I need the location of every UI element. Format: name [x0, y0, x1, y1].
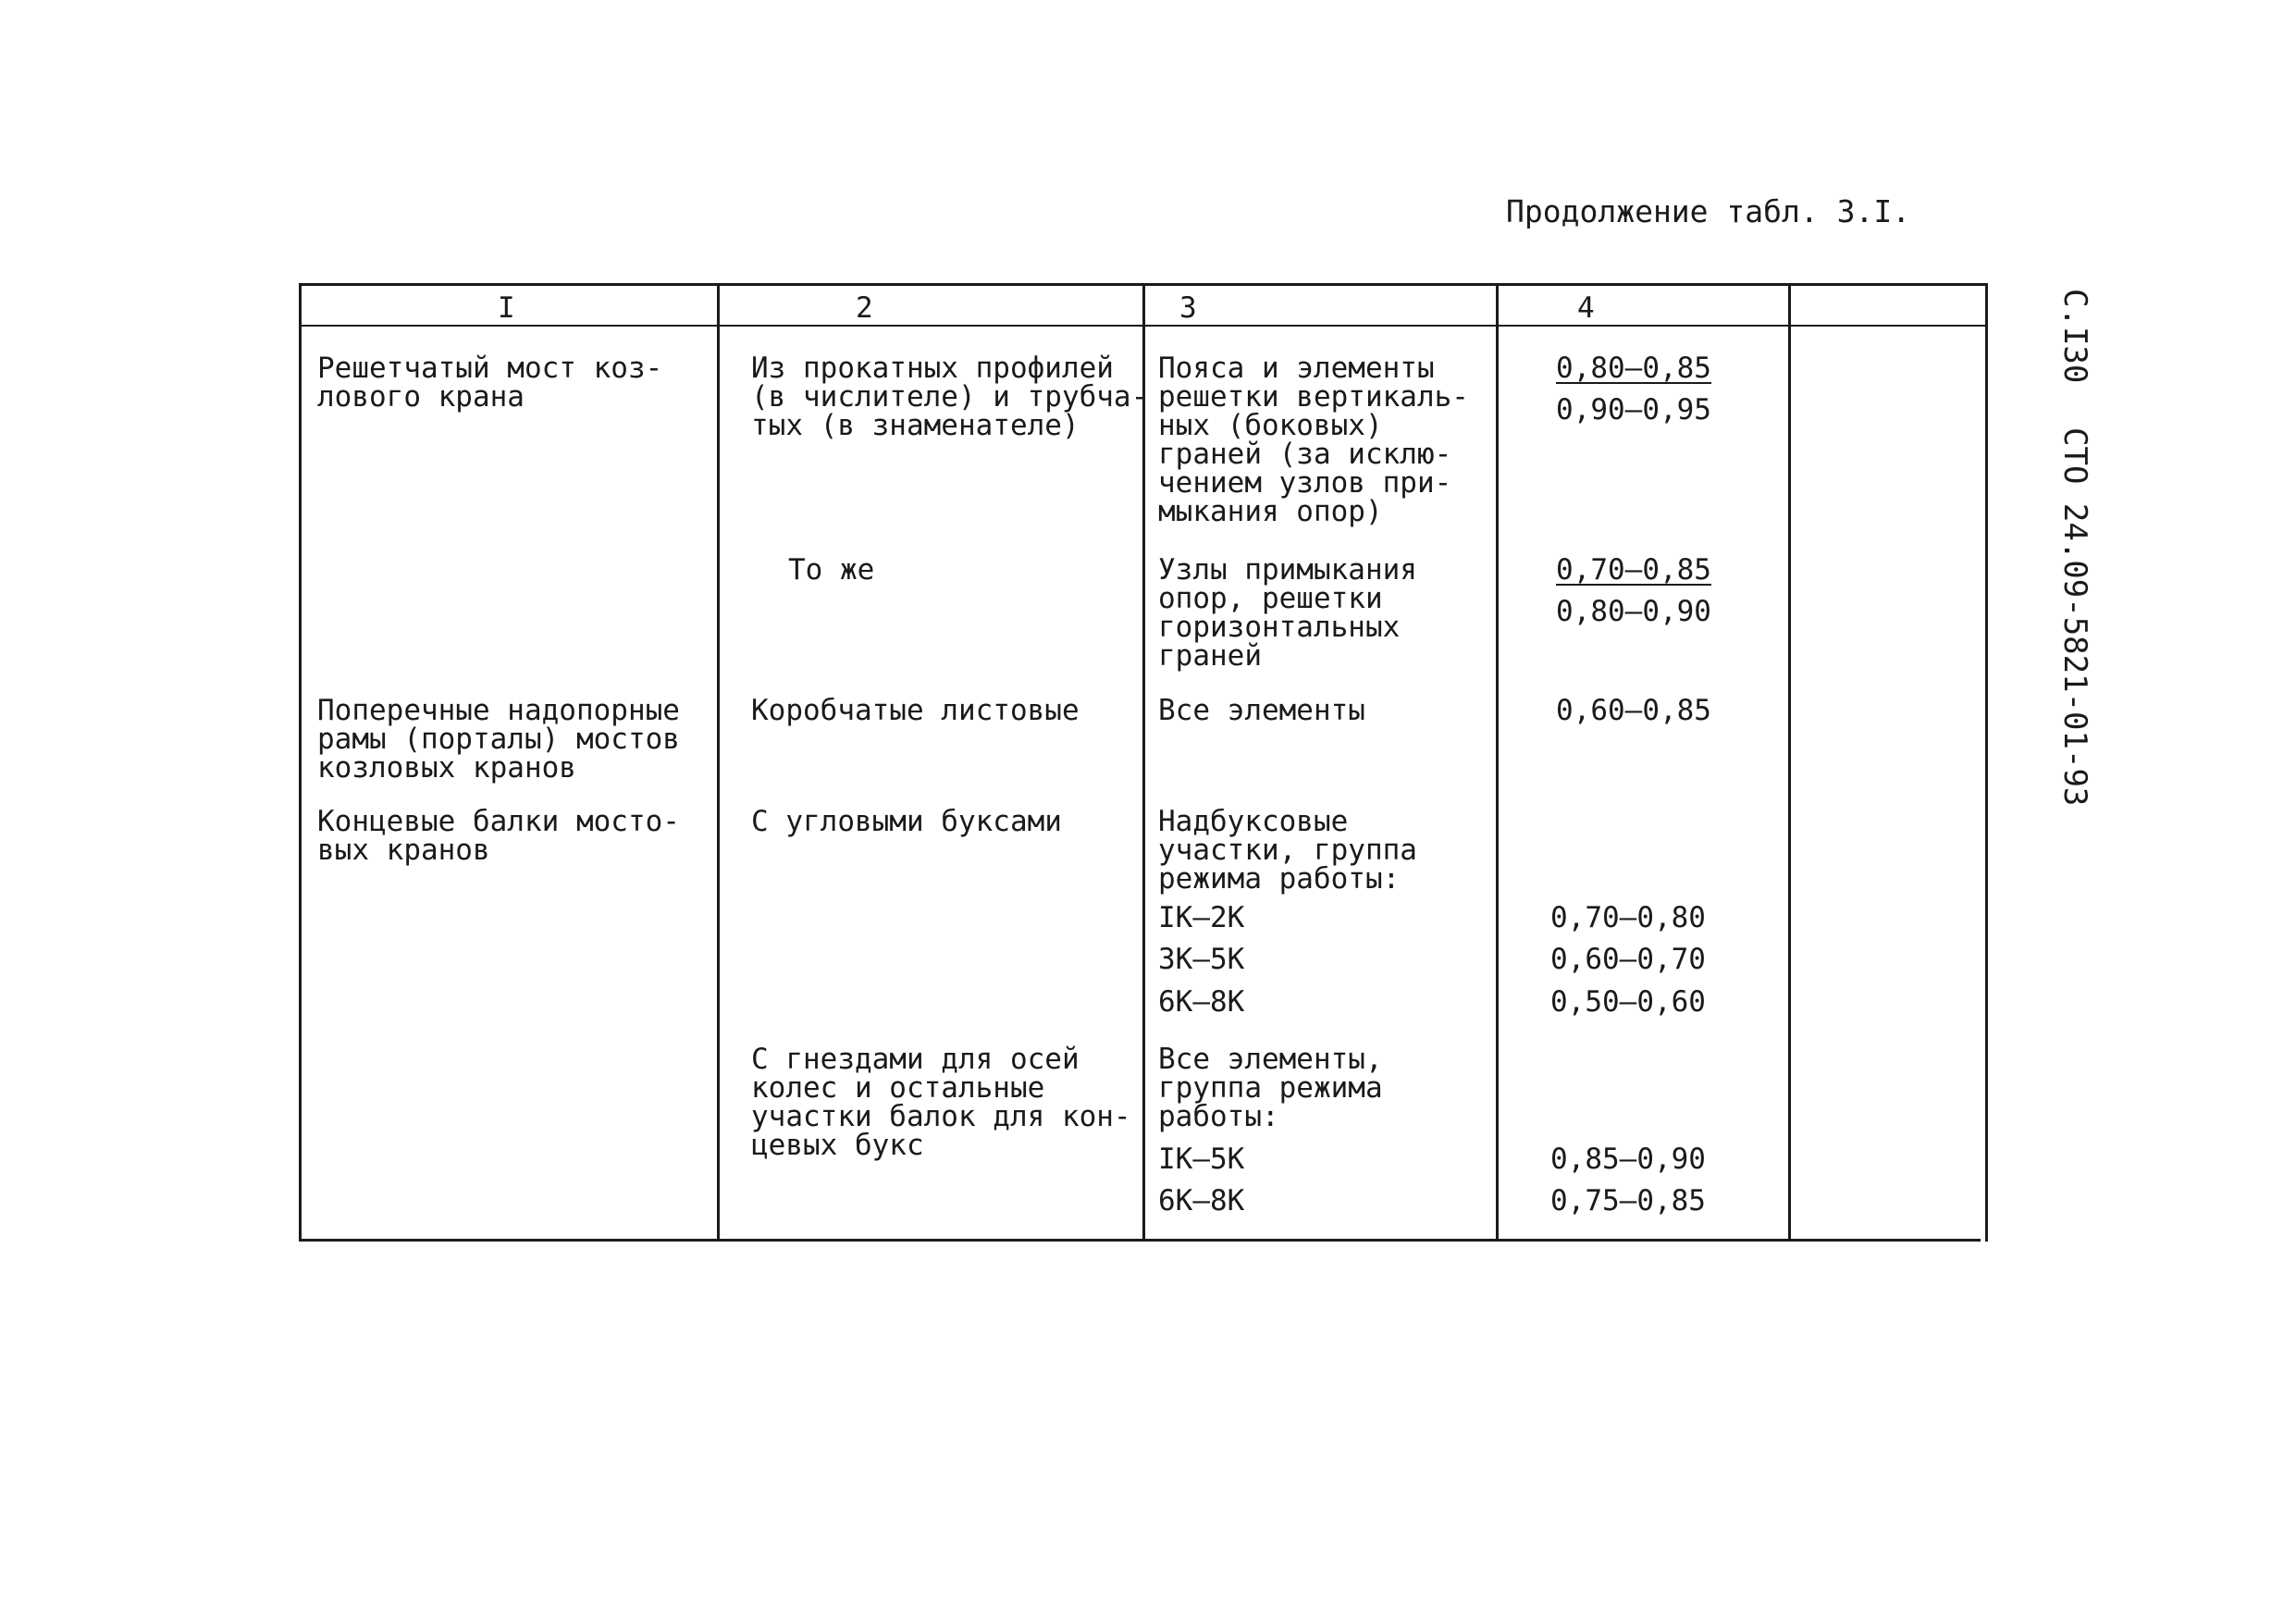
row2-type: То же [788, 553, 875, 587]
row3-element: Все элементы [1158, 694, 1365, 727]
document-code: СТО 24.09-5821-01-93 [2056, 427, 2093, 807]
row4-type: С угловыми буксами [751, 805, 1062, 838]
row3-name: Поперечные надопорные рамы (порталы) мостов козловых кранов [317, 694, 680, 785]
page-number: С.I30 [2056, 289, 2093, 384]
row3-value: 0,60–0,85 [1556, 694, 1711, 727]
row4-value-2: 0,60–0,70 [1550, 943, 1706, 976]
row5-mode-1: IК–5К [1158, 1143, 1245, 1176]
row3-type: Коробчатые листовые [751, 694, 1080, 727]
row5-type: С гнездами для осей колес и остальные участки балок для кон- цевых букс [751, 1043, 1131, 1162]
col-header-1: I [498, 291, 515, 325]
col-border-5 [1985, 283, 1988, 1242]
continuation-label: Продолжение табл. 3.I. [1506, 193, 1911, 229]
row1-type: Из прокатных профилей (в числителе) и трубча- тых (в знаменателе) [751, 352, 1149, 442]
row4-mode-1: IК–2К [1158, 901, 1245, 934]
col-border-3 [1496, 283, 1499, 1242]
row5-value-1: 0,85–0,90 [1550, 1143, 1706, 1176]
table-bottom-border [302, 1239, 1981, 1242]
row5-mode-2: 6К–8К [1158, 1184, 1245, 1217]
row2-element: Узлы примыкания опор, решетки горизонтальных граней [1158, 553, 1417, 673]
col-border-0 [299, 283, 302, 1242]
col-border-4 [1788, 283, 1791, 1242]
row5-value-2: 0,75–0,85 [1550, 1184, 1706, 1217]
row4-value-1: 0,70–0,80 [1550, 901, 1706, 934]
row2-value-denominator: 0,80–0,90 [1556, 595, 1711, 628]
row1-element: Пояса и элементы решетки вертикаль- ных (боковых) граней (за исклю- чением узлов при- мыкания опор) [1158, 352, 1469, 528]
row4-value-3: 0,50–0,60 [1550, 985, 1706, 1019]
row1-value-numerator: 0,80–0,85 [1556, 352, 1711, 385]
col-header-3: 3 [1179, 291, 1197, 325]
col-border-1 [717, 283, 720, 1242]
row4-name: Концевые балки мосто- вых кранов [317, 805, 680, 867]
row2-value-numerator: 0,70–0,85 [1556, 553, 1711, 587]
col-header-4: 4 [1577, 291, 1595, 325]
row1-name: Решетчатый мост коз- лового крана [317, 352, 663, 414]
row4-mode-2: 3К–5К [1158, 943, 1245, 976]
row1-value-denominator: 0,90–0,95 [1556, 393, 1711, 426]
row5-element: Все элементы, группа режима работы: [1158, 1043, 1383, 1133]
row4-mode-3: 6К–8К [1158, 985, 1245, 1019]
col-header-2: 2 [856, 291, 873, 325]
row4-element: Надбуксовые участки, группа режима работы: [1158, 805, 1417, 896]
